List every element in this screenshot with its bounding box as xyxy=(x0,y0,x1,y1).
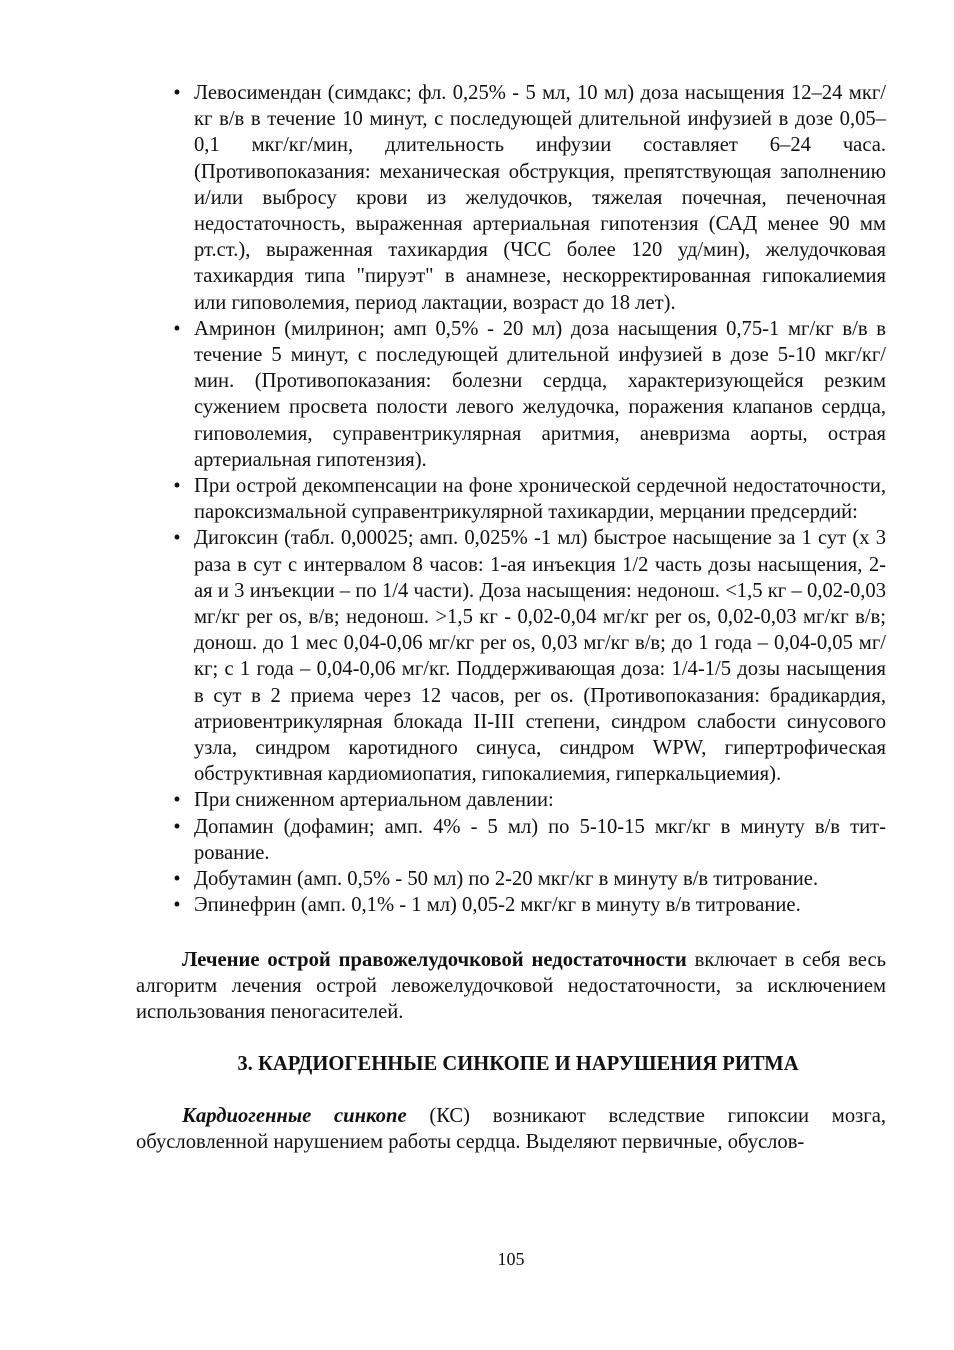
bullet-icon: • xyxy=(173,815,181,838)
list-item-text: При острой декомпенсации на фоне хронической сердечной недостаточности, пароксизмальной суправентрикулярной тахикардии, мерцании предсердий: xyxy=(194,475,886,524)
list-item-text: При сниженном артериальном давлении: xyxy=(194,789,554,812)
list-item-text: Амринон (милринон; амп 0,5% - 20 мл) доза насыщения 0,75-1 мг/кг в/в в течение 5 минут, с последующей длительной инфузией в дозе 5-10 мкг/кг/мин. (Противопоказания: болезни сердца, характеризующейся резким сужением просвета полости левого желудочка, поражения клапанов сердца, гиповолемия, суправентрикулярная аритмия, аневризма аорты, острая артериальная гипотензия). xyxy=(194,317,886,471)
list-item-text: Дигоксин (табл. 0,00025; амп. 0,025% -1 мл) быстрое насыщение за 1 сут (х 3 раза в сут с интервалом 8 часов: 1-ая инъекция 1/2 часть дозы насыщения, 2-ая и 3 инъекции – по 1/4 части). Доза насыщения: недонош. <1,5 кг – 0,02-0,03 мг/кг per os, в/в; недонош. >1,5 кг - 0,02-0,04 мг/кг per os, 0,02-0,03 мг/кг в/в; донош. до 1 мес 0,04-0,06 мг/кг per os, 0,03 мг/кг в/в; до 1 года – 0,04-0,05 мг/кг; с 1 года – 0,04-0,06 мг/кг. Поддерживающая доза: 1/4-1/5 дозы насыщения в сут в 2 приема через 12 часов, per os. (Противопоказания: брадикардия, атриовентрикулярная блокада II-III степени, синдром слабости синусового узла, синдром каротидного синуса, синдром WPW, гипертрофическая обструктивная кардиомиопатия, гипокалиемия, гиперкальциемия). xyxy=(194,527,886,786)
bullet-icon: • xyxy=(173,317,181,340)
bullet-icon: • xyxy=(173,82,181,104)
bullet-icon: • xyxy=(173,789,181,812)
bullet-icon: • xyxy=(173,475,181,498)
right-ventricular-treatment-paragraph xyxy=(136,947,886,1026)
paragraph-term: Кардиогенные синкопе xyxy=(182,1105,407,1128)
list-item-text: Левосимендан (симдакс; фл. 0,25% - 5 мл, 10 мл) доза насыщения 12–24 мкг/кг в/в в течение 10 минут, с последующей длительной инфузией в дозе 0,05–0,1 мкг/кг/мин, длительность инфузии составляет 6–24 часа. (Противопоказания: механическая обструкция, препятствующая заполнению и/или выбросу крови из желудочков, тяжелая почечная, печеночная недостаточность, выраженная артериальная гипотензия (САД менее 90 мм рт.ст.), выраженная тахикардия (ЧСС более 120 уд/мин), желудочковая тахикардия типа "пируэт" в анамнезе, нескорректированная гипокалиемия или гиповолемия, период лактации, возраст до 18 лет). xyxy=(194,82,886,314)
list-item-dobutamine xyxy=(136,866,886,892)
paragraph-text: включает в себя весь алгоритм лечения острой левожелудочковой недостаточности, за исключением использования пеногасителей. xyxy=(136,948,886,1023)
list-item-digoxin xyxy=(136,525,886,787)
paragraph-text: (КС) возникают вследствие гипоксии мозга, обусловленной нарушением работы сердца. Выделяют первичные, обуслов- xyxy=(136,1105,886,1154)
paragraph-bold-lead: Лечение острой правожелудочковой недостаточности xyxy=(182,948,687,971)
bullet-icon: • xyxy=(173,527,181,550)
list-item-epinephrine xyxy=(136,892,886,918)
list-item-amrinone xyxy=(136,316,886,473)
list-item-text: Добутамин (амп. 0,5% - 50 мл) по 2-20 мкг/кг в минуту в/в титрование. xyxy=(194,868,819,891)
cardiogenic-syncope-paragraph xyxy=(136,1103,886,1155)
page-number: 105 xyxy=(497,1249,525,1269)
list-item-acute-decompensation xyxy=(136,473,886,525)
list-item-text: Допамин (дофамин; амп. 4% - 5 мл) по 5-10-15 мкг/кг в минуту в/в титрование. xyxy=(194,815,886,864)
bullet-icon: • xyxy=(173,894,181,917)
list-item-levosimendan xyxy=(136,80,886,316)
bullet-icon: • xyxy=(173,868,181,891)
list-item-text: Эпинефрин (амп. 0,1% - 1 мл) 0,05-2 мкг/кг в минуту в/в титрование. xyxy=(194,894,801,917)
medication-list xyxy=(136,80,886,919)
page-body xyxy=(136,80,886,1156)
section-heading: 3. КАРДИОГЕННЫЕ СИНКОПЕ И НАРУШЕНИЯ РИТМА xyxy=(237,1053,799,1076)
list-item-low-pressure xyxy=(136,787,886,813)
list-item-dopamine xyxy=(136,814,886,866)
